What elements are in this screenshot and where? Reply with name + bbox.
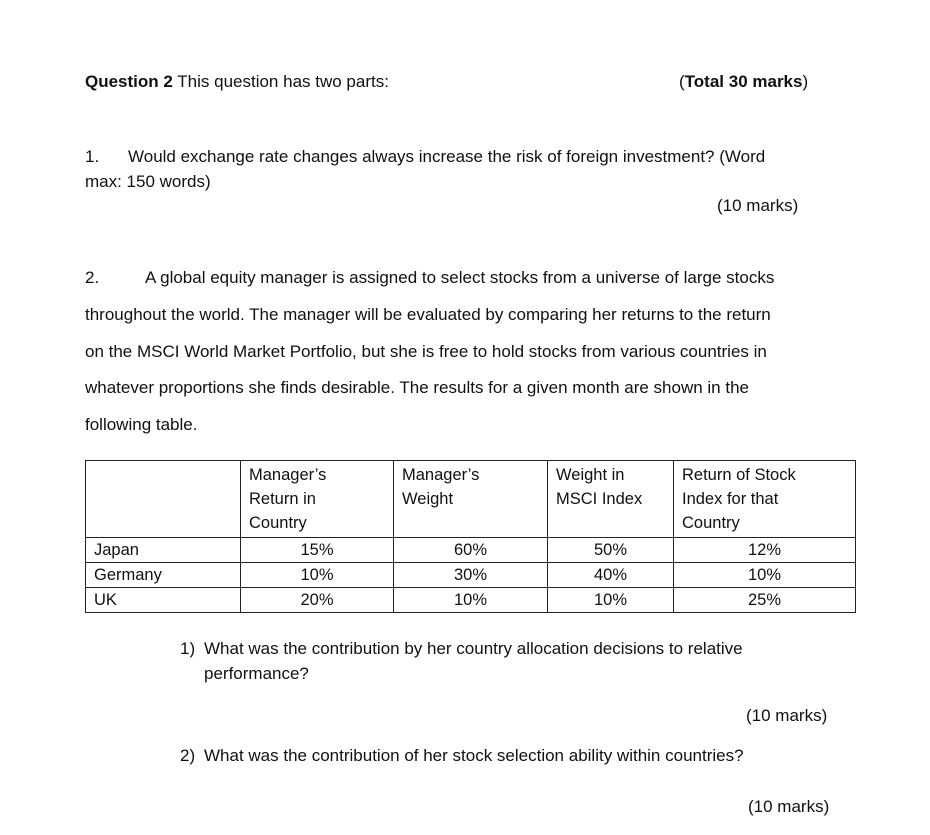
subq1-line2: performance? (204, 664, 309, 683)
header-line: Return of Stock (682, 466, 796, 484)
msci-weight-cell: 40% (548, 563, 674, 588)
header-line: Weight (402, 490, 454, 508)
part2-number: 2. (85, 268, 100, 287)
header-line: Index for that (682, 490, 779, 508)
header-cell-manager-return (241, 461, 394, 538)
header-line: MSCI Index (556, 490, 643, 508)
header-cell-empty (86, 461, 241, 538)
header-line: Weight in (556, 466, 625, 484)
part1-line2: max: 150 words) (85, 172, 211, 191)
country-cell: Germany (86, 563, 241, 588)
manager-return-cell: 10% (241, 563, 394, 588)
subq1-line1: What was the contribution by her country allocation decisions to relative (204, 639, 743, 658)
header-line: Country (249, 514, 307, 532)
table-row (86, 538, 856, 563)
total-close-paren: ) (802, 72, 809, 91)
question-intro: This question has two parts: (172, 72, 389, 91)
part1-line1: Would exchange rate changes always increase the risk of foreign investment? (Word (128, 147, 766, 166)
subq2-marks: (10 marks) (748, 797, 830, 816)
manager-weight-cell: 60% (394, 538, 548, 563)
manager-weight-cell: 10% (394, 588, 548, 613)
msci-weight-cell: 10% (548, 588, 674, 613)
part2-line2: throughout the world. The manager will be evaluated by comparing her returns to the return (85, 305, 771, 324)
manager-return-cell: 20% (241, 588, 394, 613)
index-return-cell: 25% (674, 588, 856, 613)
subq1-number: 1) (180, 639, 196, 658)
index-return-cell: 12% (674, 538, 856, 563)
subq2-number: 2) (180, 746, 196, 765)
part1-number: 1. (85, 147, 100, 166)
table-row (86, 588, 856, 613)
question-heading (85, 70, 389, 94)
question-label: Question 2 (85, 72, 173, 91)
header-cell-msci-weight (548, 461, 674, 538)
part2-line4: whatever proportions she finds desirable. The results for a given month are shown in the (85, 378, 749, 397)
part2-line3: on the MSCI World Market Portfolio, but she is free to hold stocks from various countries in (85, 342, 767, 361)
table-header-row (86, 461, 856, 538)
header-line: Manager’s (402, 466, 480, 484)
part2-line1: A global equity manager is assigned to select stocks from a universe of large stocks (145, 268, 775, 287)
table-row (86, 563, 856, 588)
header-line: Manager’s (249, 466, 327, 484)
country-cell: UK (86, 588, 241, 613)
manager-weight-cell: 30% (394, 563, 548, 588)
header-line: Country (682, 514, 740, 532)
index-return-cell: 10% (674, 563, 856, 588)
total-marks-text: Total 30 marks (684, 72, 803, 91)
msci-weight-cell: 50% (548, 538, 674, 563)
header-cell-index-return (674, 461, 856, 538)
part2-line5: following table. (85, 415, 198, 434)
results-table (85, 460, 856, 613)
part1-marks: (10 marks) (717, 196, 799, 215)
total-marks (679, 70, 808, 94)
header-cell-manager-weight (394, 461, 548, 538)
header-line: Return in (249, 490, 316, 508)
subq2-text: What was the contribution of her stock selection ability within countries? (204, 746, 744, 765)
manager-return-cell: 15% (241, 538, 394, 563)
subq1-marks: (10 marks) (746, 706, 828, 725)
total-open-paren: ( (679, 72, 685, 91)
country-cell: Japan (86, 538, 241, 563)
